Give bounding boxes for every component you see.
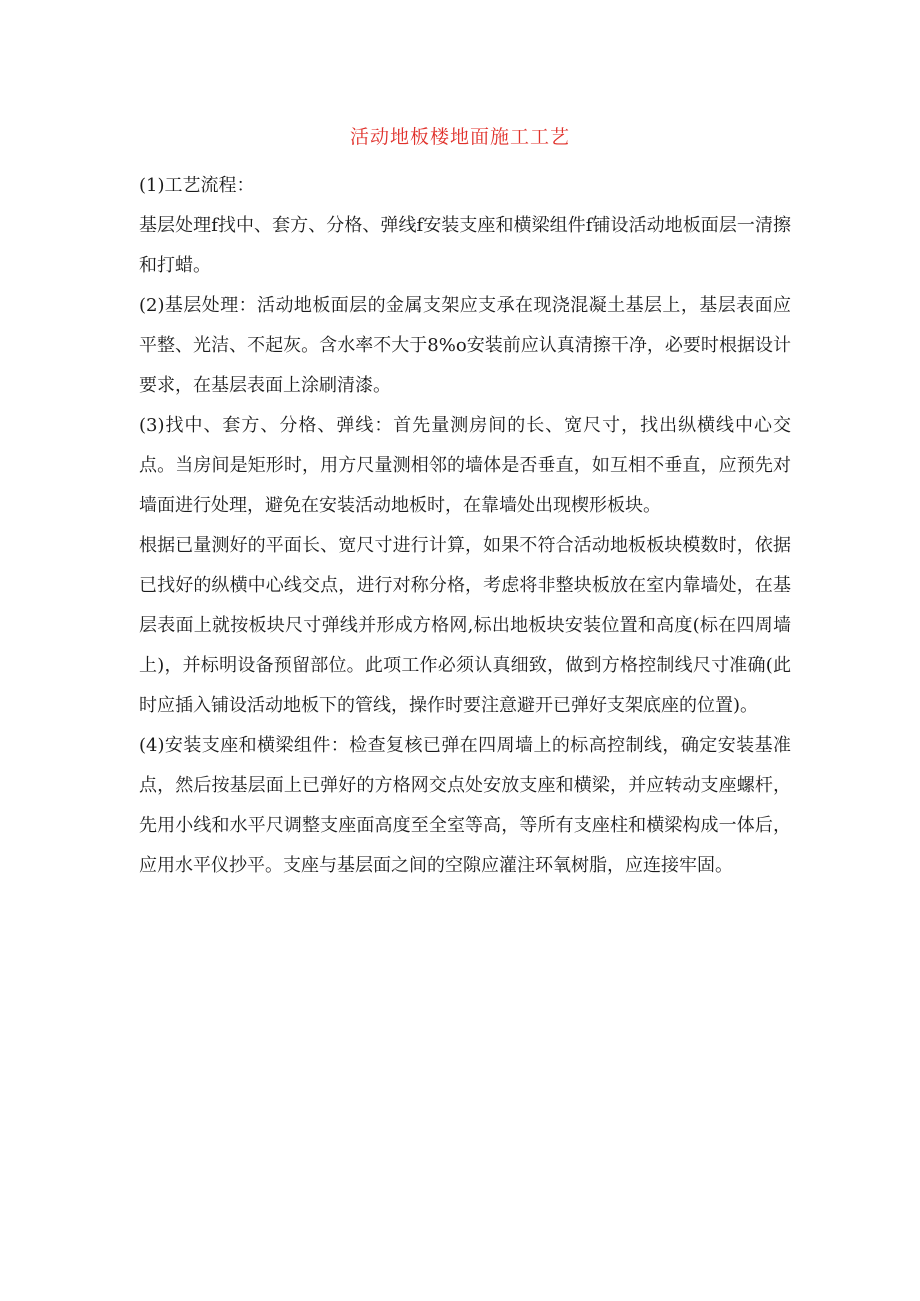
paragraph-process-flow: 基层处理f找中、套方、分格、弹线f安装支座和横梁组件f铺设活动地板面层一清擦和打蜡。 <box>139 215 791 276</box>
document-title: 活动地板楼地面施工工艺 <box>349 126 570 148</box>
paragraph-support-install: (4)安装支座和横梁组件：检查复核已弹在四周墙上的标高控制线，确定安装基准点，然后按基层面上已弹好的方格网交点处安放支座和横梁，并应转动支座螺杆，先用小线和水平尺调整支座面高度至全室等高，等所有支座柱和横梁构成一体后，应用水平仪抄平。支座与基层面之间的空隙应灌注环氧树脂，应连接牢固。 <box>139 735 791 876</box>
paragraph-base-treatment: (2)基层处理：活动地板面层的金属支架应支承在现浇混凝土基层上，基层表面应平整、光洁、不起灰。含水率不大于8%o安装前应认真清擦干净，必要时根据设计要求，在基层表面上涂刷清漆。 <box>139 295 791 396</box>
paragraph-grid-calculation: 根据已量测好的平面长、宽尺寸进行计算，如果不符合活动地板板块模数时，依据已找好的纵横中心线交点，进行对称分格，考虑将非整块板放在室内靠墙处，在基层表面上就按板块尺寸弹线并形成方格网,标出地板块安装位置和高度(标在四周墙上)，并标明设备预留部位。此项工作必须认真细致，做到方格控制线尺寸准确(此时应插入铺设活动地板下的管线，操作时要注意避开已弹好支架底座的位置)。 <box>139 535 791 716</box>
paragraph-layout-marking: (3)找中、套方、分格、弹线：首先量测房间的长、宽尺寸，找出纵横线中心交点。当房间是矩形时，用方尺量测相邻的墙体是否垂直，如互相不垂直，应预先对墙面进行处理，避免在安装活动地板时，在靠墙处出现楔形板块。 <box>139 415 791 516</box>
document-body <box>139 166 791 886</box>
paragraph-process-heading: (1)工艺流程： <box>139 175 255 196</box>
